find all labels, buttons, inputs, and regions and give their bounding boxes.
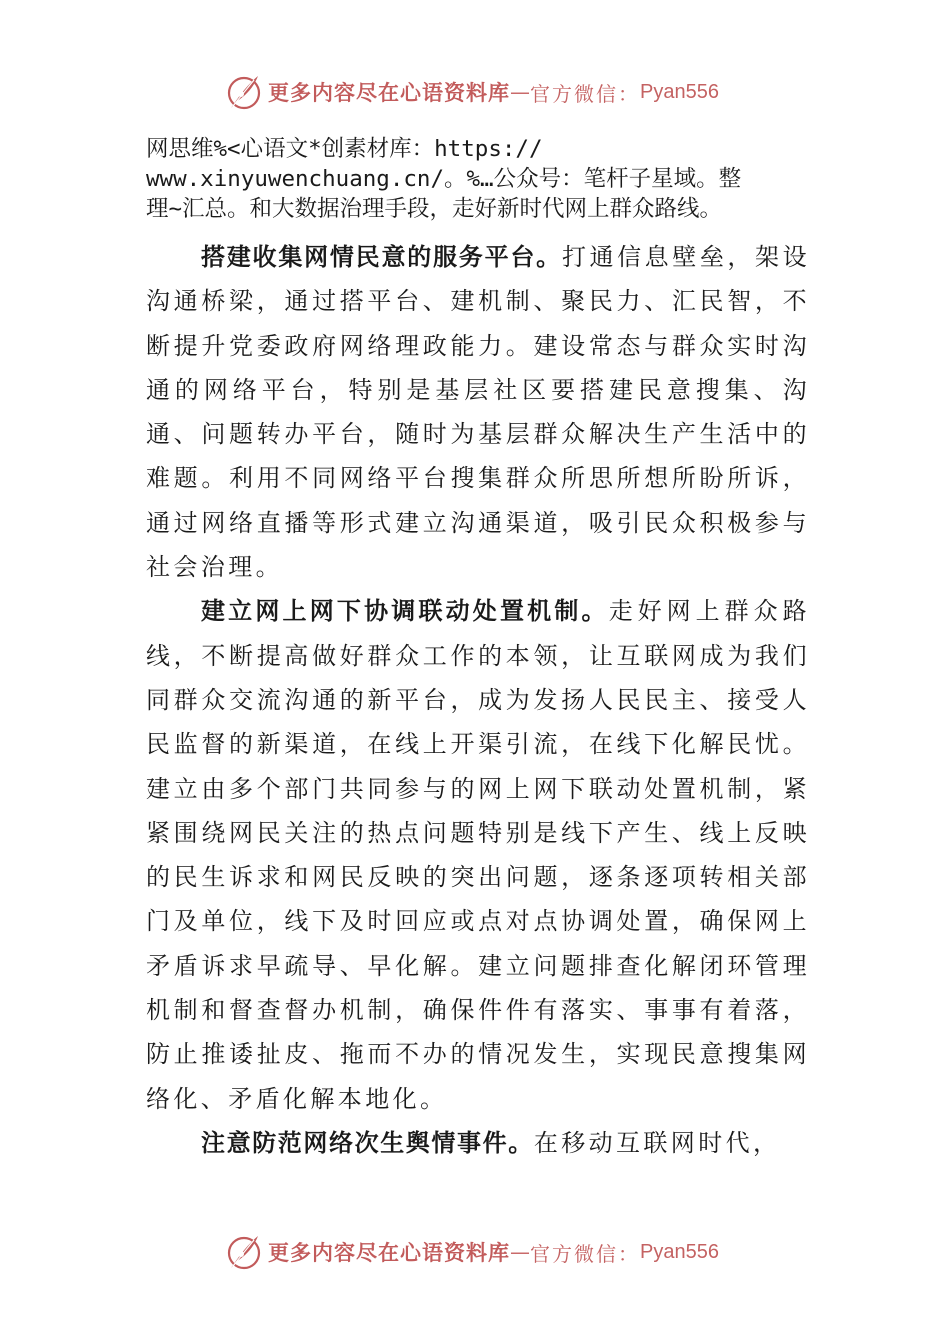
header-watermark [224,72,744,112]
paragraph-platform [146,235,810,589]
watermark-wechat-id: Pyan556 [640,80,719,103]
paragraph-mechanism [146,589,810,1121]
document-body [146,235,810,1165]
watermark-title: 更多内容尽在心语资料库 [268,80,510,105]
paragraph-prevention [146,1121,810,1165]
paragraph-heading: 搭建收集网情民意的服务平台。 [201,243,562,271]
paragraph-text: 走好网上群众路线，不断提高做好群众工作的本领，让互联网成为我们同群众交流沟通的新平台，成为发扬人民民主、接受人民监督的新渠道，在线上开渠引流，在线下化解民忧。建立由多个部门共同参与的网上网下联动处置机制，紧紧围绕网民关注的热点问题特别是线下产生、线上反映的民生诉求和网民反映的突出问题，逐条逐项转相关部门及单位，线下及时回应或点对点协调处置，确保网上矛盾诉求早疏导、早化解。建立问题排查化解闭环管理机制和督查督办机制，确保件件有落实、事事有着落，防止推诿扯皮、拖而不办的情况发生，实现民意搜集网络化、矛盾化解本地化。 [146,597,811,1113]
watermark-dash: — [510,1240,530,1264]
intro-line: 网思维%<心语文*创素材库：https:// [146,136,543,162]
footer-watermark [224,1232,744,1272]
watermark-dash: — [510,80,530,104]
watermark-title: 更多内容尽在心语资料库 [268,1240,510,1265]
intro-line: 理~汇总。和大数据治理手段，走好新时代网上群众路线。 [146,196,723,222]
paragraph-heading: 注意防范网络次生舆情事件。 [201,1128,534,1157]
watermark-wechat-label: 官方微信： [530,1241,640,1266]
intro-text [146,134,846,224]
intro-line: www.xinyuwenchuang.cn/。%…公众号：笔杆子星域。整 [146,166,742,192]
feather-pen-logo-icon [224,72,264,112]
paragraph-text: 打通信息壁垒，架设沟通桥梁，通过搭平台、建机制、聚民力、汇民智，不断提升党委政府网络理政能力。建设常态与群众实时沟通的网络平台，特别是基层社区要搭建民意搜集、沟通、问题转办平台，随时为基层群众解决生产生活中的难题。利用不同网络平台搜集群众所思所想所盼所诉，通过网络直播等形式建立沟通渠道，吸引民众积极参与社会治理。 [146,243,810,582]
feather-pen-logo-icon [224,1232,264,1272]
watermark-wechat-id: Pyan556 [640,1240,719,1263]
watermark-wechat-label: 官方微信： [530,81,640,106]
paragraph-text: 在移动互联网时代， [533,1128,781,1157]
paragraph-heading: 建立网上网下协调联动处置机制。 [201,597,609,626]
